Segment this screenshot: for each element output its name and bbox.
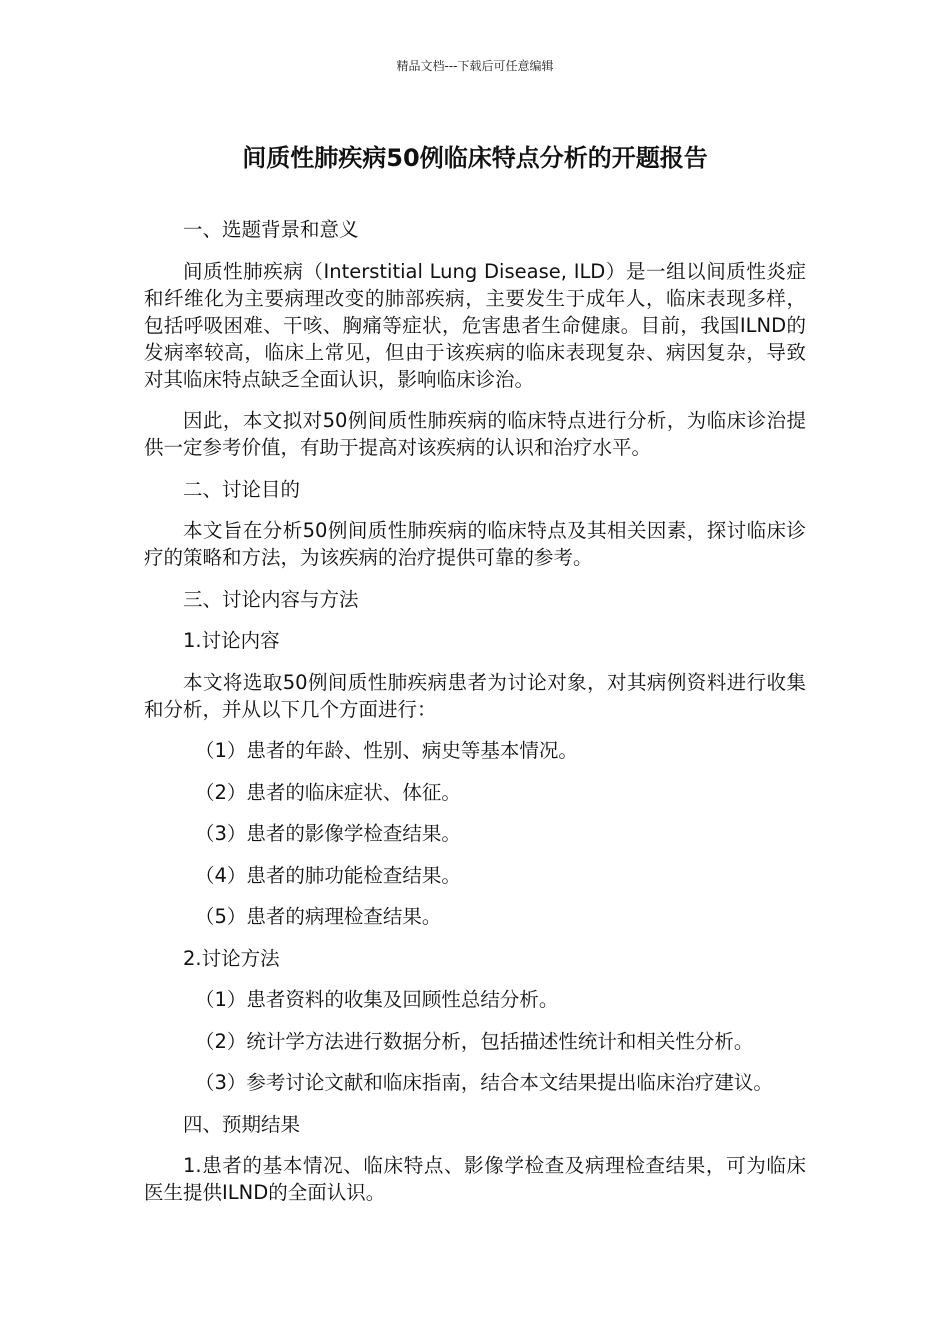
paragraph-expected-results: 1.患者的基本情况、临床特点、影像学检查及病理检查结果，可为临床医生提供ILND的全面认识。 bbox=[144, 1154, 806, 1204]
list-item: （3）患者的影像学检查结果。 bbox=[195, 822, 461, 845]
paragraph-purpose-summary: 因此，本文拟对50例间质性肺疾病的临床特点进行分析，为临床诊治提供一定参考价值，有助于提高对该疾病的认识和治疗水平。 bbox=[144, 409, 806, 459]
list-item: （2）统计学方法进行数据分析，包括描述性统计和相关性分析。 bbox=[195, 1029, 754, 1053]
list-item: （1）患者资料的收集及回顾性总结分析。 bbox=[195, 988, 559, 1011]
list-item: （2）患者的临床症状、体征。 bbox=[195, 780, 461, 804]
subsection-heading-content: 1.讨论内容 bbox=[183, 629, 280, 652]
section-heading-content-methods: 三、讨论内容与方法 bbox=[183, 587, 359, 611]
list-item: （1）患者的年龄、性别、病史等基本情况。 bbox=[195, 739, 578, 762]
paragraph-background: 间质性肺疾病（Interstitial Lung Disease, ILD）是一组以间质性炎症和纤维化为主要病理改变的肺部疾病，主要发生于成年人，临床表现多样，包括呼吸困难、干咳、胸痛等症状，危害患者生命健康。目前，我国ILND的发病率较高，临床上常见，但由于该疾病的临床表现复杂、病因复杂，导致对其临床特点缺乏全面认识，影响临床诊治。 bbox=[144, 259, 806, 391]
document-title: 间质性肺疾病50例临床特点分析的开题报告 bbox=[242, 144, 708, 172]
list-item: （4）患者的肺功能检查结果。 bbox=[195, 863, 461, 887]
list-item: （5）患者的病理检查结果。 bbox=[195, 905, 442, 928]
list-item: （3）参考讨论文献和临床指南，结合本文结果提出临床治疗建议。 bbox=[195, 1071, 773, 1094]
paragraph-objective: 本文旨在分析50例间质性肺疾病的临床特点及其相关因素，探讨临床诊疗的策略和方法，为该疾病的治疗提供可靠的参考。 bbox=[144, 519, 806, 569]
section-heading-background: 一、选题背景和意义 bbox=[183, 218, 359, 241]
document-body bbox=[144, 216, 806, 1221]
paragraph-content: 本文将选取50例间质性肺疾病患者为讨论对象，对其病例资料进行收集和分析，并从以下几个方面进行： bbox=[144, 670, 806, 721]
header-note: 精品文档---下载后可任意编辑 bbox=[396, 59, 554, 73]
section-heading-objective: 二、讨论目的 bbox=[183, 477, 301, 501]
section-heading-expected-results: 四、预期结果 bbox=[183, 1112, 301, 1136]
subsection-heading-methods: 2.讨论方法 bbox=[183, 946, 280, 970]
